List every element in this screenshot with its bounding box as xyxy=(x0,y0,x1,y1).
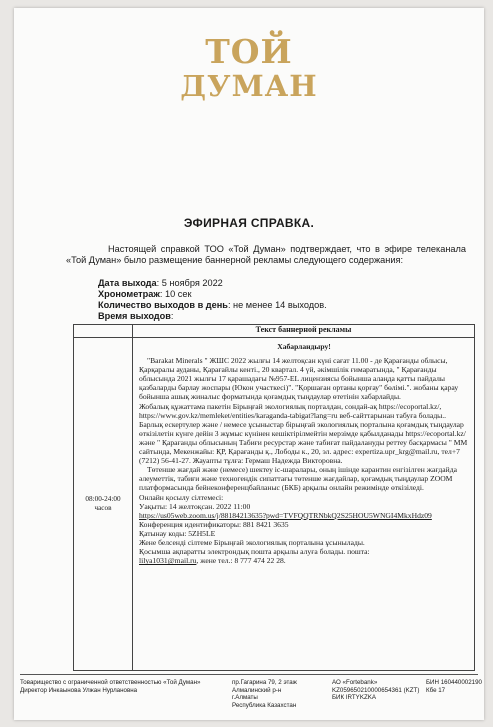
field-times-label: Время выходов xyxy=(98,311,171,321)
footer-company xyxy=(20,679,210,694)
time-cell xyxy=(74,338,133,671)
time-range: 08:00-24:00 xyxy=(85,495,121,503)
table-header-row xyxy=(74,325,475,338)
footer-company-name: Товарищество с ограниченной ответственностью «Той Думан» xyxy=(20,679,201,686)
table-header-blank xyxy=(74,325,133,338)
field-date-value: : 5 ноября 2022 xyxy=(156,278,223,288)
field-times-value: : xyxy=(170,311,174,321)
field-count-label: Количество выходов в день xyxy=(98,300,228,310)
banner-paragraph-3: Барлық ескертулер және / немесе ұсыныстар бірыңғай экологиялық порталына қоғамдық тыңдаулар өткізілетін күнге дейін 3 жұмыс күнінен кешіктірілмейтін мерзімде қабылданады https://ecoportal.kz/ және " Қарағанды облысының Табиғи ресурстар және табиғат пайдалануды реттеу басқармасы " ММ сайтында, Мекенжайы: ҚР, Қарағанды қ., Лободы к., 20, эл. адрес: expertiza.upr_krg@mail.ru, тел+7 (7212) 56-41-27. Жауапты тұлға: Гермаш Надежда Викторовна. xyxy=(139,419,468,466)
intro-paragraph: Настоящей справкой ТОО «Той Думан» подтверждает, что в эфире телеканала «Той Думан» было размещение баннерной рекламы следующего содержания: xyxy=(66,244,466,265)
field-duration-value: : 10 сек xyxy=(159,289,192,299)
banner-paragraph-6: Уақыты: 14 желтоқсан. 2022 11:00 xyxy=(139,501,251,511)
footer-bank-line1: АО «Fortebank» xyxy=(332,679,378,686)
banner-text-cell xyxy=(133,338,475,671)
footer-bin xyxy=(426,679,482,694)
table-row xyxy=(74,338,475,671)
banner-table xyxy=(73,324,475,671)
table-header: Текст баннерной рекламы xyxy=(133,325,475,338)
footer-address-line1: пр.Гагарина 79, 2 этаж xyxy=(232,679,297,686)
field-times xyxy=(98,311,173,322)
footer-bin-line1: БИН 160440002190 xyxy=(426,679,482,686)
field-duration-label: Хронометраж xyxy=(98,289,160,299)
footer-bank-line2: KZ059650210000654361 (KZT) xyxy=(332,686,420,694)
logo-line1: ТОЙ xyxy=(205,32,293,71)
logo-line2: ДУМАН xyxy=(180,69,318,103)
document-page xyxy=(14,8,484,720)
footer-address-line2: Алмалинский р-н xyxy=(232,686,282,694)
banner-paragraph-9: Жене белсенді сілтеме Бірыңғай экологиялық порталына ұсынылады. xyxy=(139,537,365,547)
field-count-value: : не менее 14 выходов. xyxy=(227,300,327,310)
footer-address-line3: г.Алматы xyxy=(232,694,258,702)
phone-text: , жене тел.: 8 777 474 22 28. xyxy=(196,556,286,566)
banner-paragraph-1: "Barakat Minerals " ЖШС 2022 жылғы 14 желтоқсан күні сағат 11.00 - де Қарағанды облысы, Қарқаралы ауданы, Қарағайлы кенті., 20 квартал. 4 үй, әкімшілік ғимаратында, " Қарағанды облысында 2021 жылғы 17 қарашадағы №957-EL лицензиясы бойынша алаңда қатты пайдалы қазбаларды барлау жоспары (Юкон участкесі)". "Қоршаған ортаны қорғау" бөлімі.". жобаны қарау бойынша ашық жиналыс форматында қоғамдық тыңдаулар өтетінін хабарлайды. xyxy=(139,356,459,402)
banner-heading: Хабарландыру! xyxy=(277,342,331,351)
footer-bank xyxy=(332,679,432,702)
field-date xyxy=(98,278,223,289)
footer-address xyxy=(232,679,322,709)
email-link[interactable]: lilya1031@mail.ru xyxy=(139,556,197,566)
banner-paragraph-7: Конференция идентификаторы: 881 8421 3635 xyxy=(139,519,289,529)
banner-contact-line xyxy=(139,556,469,565)
company-logo xyxy=(14,34,484,102)
document-footer xyxy=(20,674,482,709)
time-unit: часов xyxy=(94,504,112,512)
field-date-label: Дата выхода xyxy=(98,278,157,288)
field-count xyxy=(98,300,327,311)
footer-bin-line2: Кбе 17 xyxy=(426,686,446,694)
footer-bank-line3: БИК IRTYKZKA xyxy=(332,694,376,702)
field-duration xyxy=(98,289,192,300)
banner-paragraph-8: Қатынау коды: 5ZH5LE xyxy=(139,528,216,538)
footer-director: Директор Инкаынова Улжан Нурлановна xyxy=(20,686,138,694)
banner-paragraph-4: Төтенше жағдай және (немесе) шектеу іс-шаралары, оның ішінде карантин енгізілген жағдайда әлеуметтік, табиғи және техногендік сипаттағы төтенше жағдайлар, қоғамдық тыңдаулар ZOOM платформасында бейнеконференцбайланыс (БКБ) арқылы онлайн режимінде өткізіледі. xyxy=(139,465,457,493)
document-title: ЭФИРНАЯ СПРАВКА. xyxy=(183,216,315,230)
banner-paragraph-5: Онлайн қосылу сілтемесі: xyxy=(139,492,224,502)
zoom-link[interactable]: https://us05web.zoom.us/j/88184213635?pwd=TVFQQTRNbkQ2S25HOU5WNGI4MkxHdz09 xyxy=(139,510,432,520)
footer-address-line4: Республика Казахстан xyxy=(232,701,297,709)
banner-paragraph-10: Қосымша ақпаратты электрондық пошта арқылы алуға болады. пошта: xyxy=(139,547,370,557)
banner-paragraph-2: Жобалық құжаттама пакетін Бірыңғай экологиялық порталдан, сондай-ақ https://ecoportal.kz/, https://www.gov.kz/memleket/entities/karaganda-tabigat?lang=ru веб-сайттарынан табуға болады.. xyxy=(139,401,447,420)
